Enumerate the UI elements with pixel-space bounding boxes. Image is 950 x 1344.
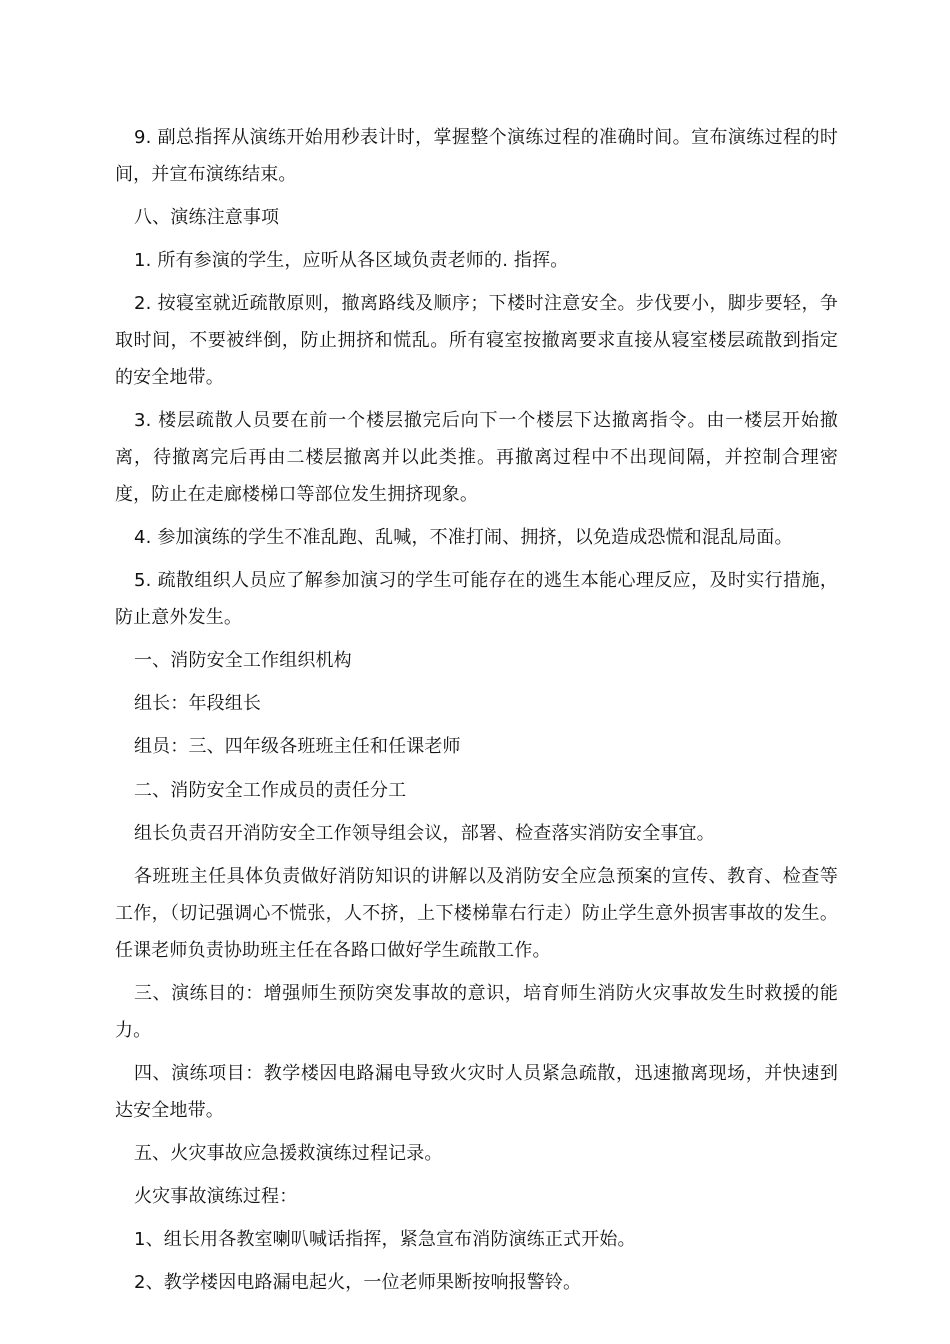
- paragraph-leader-duty: 组长负责召开消防安全工作领导组会议，部署、检查落实消防安全事宜。: [134, 822, 715, 844]
- paragraph-drill-item: 四、演练项目：教学楼因电路漏电导致火灾时人员紧急疏散，迅速撤离现场，并快速到达安全地带。: [115, 1062, 838, 1121]
- paragraph-drill-purpose: 三、演练目的：增强师生预防突发事故的意识，培育师生消防火灾事故发生时救援的能力。: [115, 982, 838, 1041]
- document-body: [115, 120, 838, 1309]
- paragraph-precaution-2: 2. 按寝室就近疏散原则，撤离路线及顺序；下楼时注意安全。步伐要小，脚步要轻，争取时间，不要被绊倒，防止拥挤和慌乱。所有寝室按撤离要求直接从寝室楼层疏散到指定的安全地带。: [115, 293, 838, 388]
- heading-drill-precautions: 八、演练注意事项: [134, 206, 280, 228]
- paragraph-process-step-2: 2、教学楼因电路漏电起火，一位老师果断按响报警铃。: [134, 1272, 582, 1294]
- paragraph-teacher-duty: 各班班主任具体负责做好消防知识的讲解以及消防安全应急预案的宣传、教育、检查等工作，（切记强调心不慌张，人不挤，上下楼梯靠右行走）防止学生意外损害事故的发生。任课老师负责协助班主任在各路口做好学生疏散工作。: [115, 866, 838, 961]
- paragraph-precaution-5: 5. 疏散组织人员应了解参加演习的学生可能存在的逃生本能心理反应，及时实行措施，防止意外发生。: [115, 570, 838, 628]
- heading-organization: 一、消防安全工作组织机构: [134, 650, 352, 672]
- paragraph-group-members: 组员：三、四年级各班班主任和任课老师: [134, 736, 461, 758]
- paragraph-step-9: 9. 副总指挥从演练开始用秒表计时，掌握整个演练过程的准确时间。宣布演练过程的时间，并宣布演练结束。: [115, 127, 838, 185]
- paragraph-precaution-3: 3. 楼层疏散人员要在前一个楼层撤完后向下一个楼层下达撤离指令。由一楼层开始撤离，待撤离完后再由二楼层撤离并以此类推。再撤离过程中不出现间隔，并控制合理密度，防止在走廊楼梯口等部位发生拥挤现象。: [115, 410, 838, 505]
- paragraph-precaution-4: 4. 参加演练的学生不准乱跑、乱喊，不准打闹、拥挤，以免造成恐慌和混乱局面。: [134, 526, 793, 548]
- heading-responsibilities: 二、消防安全工作成员的责任分工: [134, 779, 407, 801]
- paragraph-precaution-1: 1. 所有参演的学生，应听从各区域负责老师的. 指挥。: [134, 250, 569, 272]
- paragraph-group-leader: 组长：年段组长: [134, 693, 262, 715]
- heading-drill-record: 五、火灾事故应急援救演练过程记录。: [134, 1142, 443, 1164]
- paragraph-drill-process-label: 火灾事故演练过程：: [134, 1185, 298, 1207]
- paragraph-process-step-1: 1、组长用各教室喇叭喊话指挥，紧急宣布消防演练正式开始。: [134, 1229, 636, 1251]
